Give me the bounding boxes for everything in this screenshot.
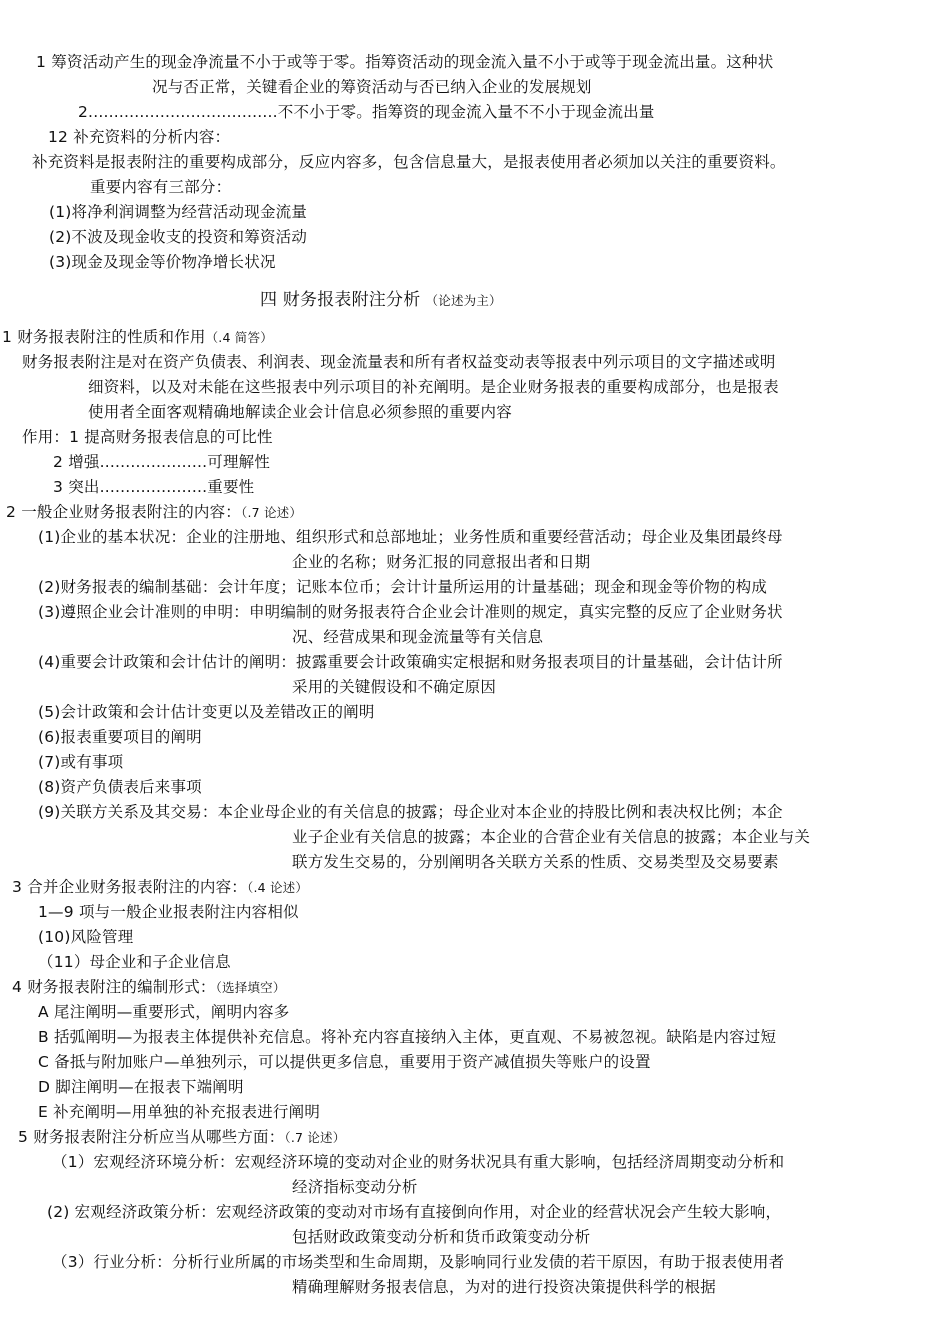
list-item: (2) 宏观经济政策分析：宏观经济政策的变动对市场有直接倒向作用，对企业的经营状况会产生较大影响， [47,1203,782,1221]
list-item: 2 增强.....................可理解性 [53,453,271,471]
list-item: 联方发生交易的，分别阐明各关联方关系的性质、交易类型及交易要素 [292,853,779,871]
section-title: 四 财务报表附注分析 [260,290,421,310]
question-title [6,500,302,525]
list-item: (7)或有事项 [38,753,124,771]
section-heading [260,288,502,313]
list-item: A 尾注阐明—重要形式，阐明内容多 [38,1003,290,1021]
list-item: 经济指标变动分析 [292,1178,418,1196]
list-item: 1—9 项与一般企业报表附注内容相似 [38,903,299,921]
list-item: (5)会计政策和会计估计变更以及差错改正的阐明 [38,703,375,721]
list-item: 作用：1 提高财务报表信息的可比性 [22,428,273,446]
question-tag: （.7 论述） [284,1130,346,1145]
question-title-text: 2 一般企业财务报表附注的内容： [6,503,241,521]
list-item: (8)资产负债表后来事项 [38,778,202,796]
question-tag: （.7 论述） [241,505,303,520]
list-item: (6)报表重要项目的阐明 [38,728,202,746]
question-tag: （.4 简答） [205,330,273,345]
list-item: （3）行业分析：分析行业所属的市场类型和生命周期，及影响同行业发债的若干原因，有助于报表使用者 [52,1253,785,1271]
list-item: 业子企业有关信息的披露；本企业的合营企业有关信息的披露；本企业与关 [292,828,811,846]
paragraph-line: 补充资料是报表附注的重要构成部分，反应内容多，包含信息量大，是报表使用者必须加以关注的重要资料。 [32,153,786,171]
question-tag: （选择填空） [215,980,286,995]
question-title [12,975,286,1000]
list-item: （11）母企业和子企业信息 [38,953,231,971]
paragraph-line: 2.....................................不不小于零。指筹资的现金流入量不不小于现金流出量 [78,103,655,121]
list-item: (1)将净利润调整为经营活动现金流量 [49,203,308,221]
list-item: D 脚注阐明—在报表下端阐明 [38,1078,244,1096]
question-title [18,1125,345,1150]
section-title-note: （论述为主） [425,293,502,308]
list-item: E 补充阐明—用单独的补充报表进行阐明 [38,1103,321,1121]
paragraph-line: 1 筹资活动产生的现金净流量不小于或等于零。指筹资活动的现金流入量不小于或等于现金流出量。这种状 [36,53,774,71]
list-item: (3)现金及现金等价物净增长状况 [49,253,276,271]
question-title-text: 4 财务报表附注的编制形式： [12,978,216,996]
paragraph-line: 重要内容有三部分： [90,178,232,196]
question-title-text: 5 财务报表附注分析应当从哪些方面： [18,1128,285,1146]
list-item: 企业的名称；财务汇报的同意报出者和日期 [292,553,591,571]
list-item: (2)财务报表的编制基础：会计年度；记账本位币；会计计量所运用的计量基础；现金和现金等价物的构成 [38,578,768,596]
paragraph-line: 细资料，以及对未能在这些报表中列示项目的补充阐明。是企业财务报表的重要构成部分，也是报表 [88,378,779,396]
list-item: 精确理解财务报表信息，为对的进行投资决策提供科学的根据 [292,1278,716,1296]
list-item: (1)企业的基本状况：企业的注册地、组织形式和总部地址；业务性质和重要经营活动；母企业及集团最终母 [38,528,783,546]
list-item: 3 突出.....................重要性 [53,478,255,496]
list-item: (3)遵照企业会计准则的申明：申明编制的财务报表符合企业会计准则的规定，真实完整的反应了企业财务状 [38,603,783,621]
question-title-text: 1 财务报表附注的性质和作用 [2,328,206,346]
list-item: 采用的关键假设和不确定原因 [292,678,497,696]
list-item: (4)重要会计政策和会计估计的阐明：披露重要会计政策确实定根据和财务报表项目的计量基础，会计估计所 [38,653,783,671]
paragraph-line: 使用者全面客观精确地解读企业会计信息必须参照的重要内容 [88,403,512,421]
paragraph-line: 财务报表附注是对在资产负债表、利润表、现金流量表和所有者权益变动表等报表中列示项目的文字描述或明 [22,353,776,371]
list-item: B 括弧阐明—为报表主体提供补充信息。将补充内容直接纳入主体，更直观、不易被忽视。缺陷是内容过短 [38,1028,777,1046]
question-tag: （.4 论述） [247,880,309,895]
list-item: (2)不波及现金收支的投资和筹资活动 [49,228,308,246]
question-title [12,875,308,900]
item-title: 12 补充资料的分析内容： [48,128,231,146]
list-item: 况、经营成果和现金流量等有关信息 [292,628,544,646]
list-item: 包括财政政策变动分析和货币政策变动分析 [292,1228,591,1246]
list-item: （1）宏观经济环境分析：宏观经济环境的变动对企业的财务状况具有重大影响，包括经济周期变动分析和 [52,1153,785,1171]
list-item: (10)风险管理 [38,928,134,946]
list-item: C 备抵与附加账户—单独列示，可以提供更多信息，重要用于资产减值损失等账户的设置 [38,1053,651,1071]
question-title-text: 3 合并企业财务报表附注的内容： [12,878,247,896]
list-item: (9)关联方关系及其交易：本企业母企业的有关信息的披露；母企业对本企业的持股比例和表决权比例；本企 [38,803,783,821]
question-title [2,325,273,350]
paragraph-line: 况与否正常，关键看企业的筹资活动与否已纳入企业的发展规划 [152,78,592,96]
